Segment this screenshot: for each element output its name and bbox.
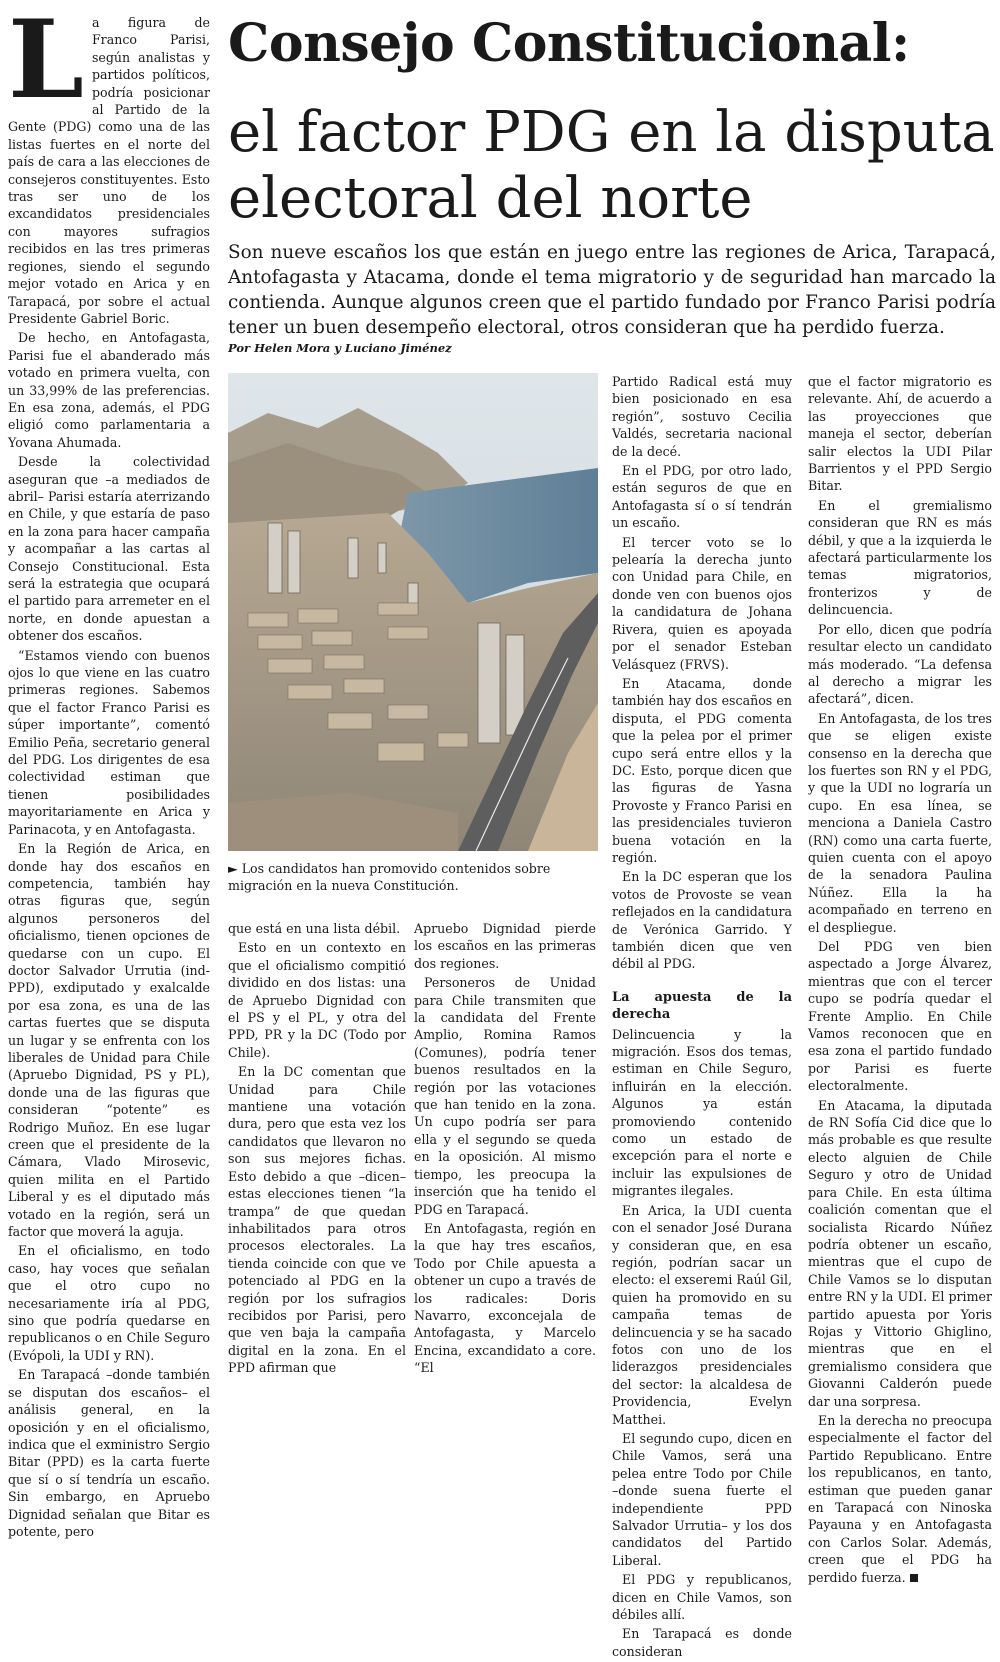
paragraph: En Tarapacá –donde también se disputan dos escaños– el análisis general, en la oposición y en el oficialismo, indica que el exministro Sergio Bitar (PPD) es la carta fuerte que sí o sí tendría un escaño. Sin embargo, en Apruebo Dignidad señalan que Bitar es potente, pero <box>8 1367 210 1539</box>
column-3 <box>414 920 596 1379</box>
paragraph: Por ello, dicen que podría resultar electo un candidato más moderado. “La defensa al derecho a migrar les afectará”, dicen. <box>808 621 992 707</box>
paragraph: En la DC esperan que los votos de Provoste se vean reflejados en la candidatura de Verónica Garrido. Y también dicen que ven débil al PDG. <box>612 869 792 972</box>
headline-line2: el factor PDG en la disputa electoral del norte <box>228 100 995 231</box>
end-mark <box>910 1574 918 1582</box>
paragraph: Apruebo Dignidad pierde los escaños en las primeras dos regiones. <box>414 921 596 971</box>
byline: Por Helen Mora y Luciano Jiménez <box>228 341 452 355</box>
column-1 <box>8 0 210 1542</box>
paragraph: En Arica, la UDI cuenta con el senador José Durana y consideran que, en esa región, podrían sacar un electo: el exseremi Raúl Gil, quien ha promovido en su campaña temas de delincuencia y se ha sacado fotos con uno de los liderazgos presidenciales del sector: la alcaldesa de Providencia, Evelyn Matthei. <box>612 1202 792 1427</box>
paragraph: En el gremialismo consideran que RN es más débil, y que a la izquierda le afectará particularmente los temas migratorios, fronterizos y de delincuencia. <box>808 497 992 618</box>
column-2 <box>228 920 406 1379</box>
paragraph: Partido Radical está muy bien posicionado en esa región”, sostuvo Cecilia Valdés, secretaria nacional de la decé. <box>612 374 792 459</box>
paragraph: En el PDG, por otro lado, están seguros de que en Antofagasta sí o sí tendrán un escaño. <box>612 463 792 531</box>
paragraph: En Atacama, la diputada de RN Sofía Cid dice que lo más probable es que resulte electo alguien de Chile Seguro y otro de Unidad para Chile. En esta última coalición comentan que el socialista Ricardo Núñez podría obtener un escaño, mientras que el cupo de Chile Vamos se lo disputan entre RN y la UDI. El primer partido apuesta por Yoris Rojas y Vittorio Ghiglino, mientras que en el gremialismo considera que Giovanni Calderón puede dar una sorpresa. <box>808 1097 992 1409</box>
paragraph: En Atacama, donde también hay dos escaños en disputa, el PDG comenta que la pelea por el primer cupo será entre ellos y la DC. Esto, porque dicen que las figuras de Yasna Provoste y Franco Parisi en las presidenciales tuvieron buena votación en la región. <box>612 675 792 865</box>
paragraph: Personeros de Unidad para Chile transmiten que la candidata del Frente Amplio, Romina Ramos (Comunes), podría tener buenos resultados en la región por las votaciones que han tenido en la zona. Un cupo podría ser para ella y el segundo se queda en la oposición. Al mismo tiempo, les preocupa la inserción que ha tenido el PDG en Tarapacá. <box>414 975 596 1217</box>
paragraph: Del PDG ven bien aspectado a Jorge Álvarez, mientras que con el tercer cupo se podría quedar el Frente Amplio. En Chile Vamos reconocen que en esa zona el partido fundado por Parisi es fuerte electoralmente. <box>808 939 992 1094</box>
headline-line1: Consejo Constitucional: <box>228 13 910 74</box>
paragraph: En la DC comentan que Unidad para Chile mantiene una votación dura, pero que esta vez los candidatos que llevaron no son sus mejores fichas. Esto debido a que –dicen– estas elecciones tienen “la trampa” de que quedan inhabilitados para otros procesos electorales. La tienda coincide con que ve potenciado al PDG en la región por los sufragios recibidos por Parisi, pero que ven baja la campaña digital en la zona. En el PPD afirman que <box>228 1064 406 1376</box>
paragraph: En Tarapacá es donde consideran <box>612 1626 792 1659</box>
paragraph: Desde la colectividad aseguran que –a mediados de abril– Parisi estaría aterrizando en Chile, y que estaría de paso en la zona para hacer campaña y acompañar a las cartas al Consejo Constitucional. Esta será la estrategia que ocupará el partido para arremeter en el norte, en donde apuestan a obtener dos escaños. <box>8 454 210 644</box>
paragraph: De hecho, en Antofagasta, Parisi fue el abanderado más votado en primera vuelta, con un 33,99% de las preferencias. En esa zona, además, el PDG eligió como parlamentaria a Yovana Ahumada. <box>8 330 210 450</box>
paragraph: El segundo cupo, dicen en Chile Vamos, será una pelea entre Todo por Chile –donde suena fuerte el independiente PPD Salvador Urrutia– y los dos candidatos del Partido Liberal. <box>612 1430 792 1568</box>
paragraph: que está en una lista débil. <box>228 921 401 936</box>
photo-illustration <box>228 373 598 851</box>
paragraph: Delincuencia y la migración. Esos dos temas, estiman en Chile Seguro, influirán en la elección. Algunos ya están promoviendo contenido como un estado de excepción para el norte e incluir las expulsiones de migrantes ilegales. <box>612 1026 792 1199</box>
paragraph: Esto en un contexto en que el oficialismo compitió dividido en dos listas: una de Apruebo Dignidad con el PS y el PL, y otra del PPD, PR y la DC (Todo por Chile). <box>228 940 406 1060</box>
drop-cap: L <box>8 0 84 123</box>
paragraph: En la Región de Arica, en donde hay dos escaños en competencia, también hay otras figuras que, según algunos personeros del oficialismo, tienen opciones de quedarse con un cupo. El doctor Salvador Urrutia (ind-PPD), exdiputado y exalcalde por esa zona, es una de las cartas fuertes que se disputa un lugar y se enfrenta con los liberales de Unidad para Chile (Apruebo Dignidad, PS y PL), donde una de las figuras que consideran “potente” es Rodrigo Muñoz. En ese lugar creen que el presidente de la Cámara, Vlado Mirosevic, quien milita en el Partido Liberal y es el diputado más votado en la región, será un factor que moverá la aguja. <box>8 841 210 1240</box>
column-5 <box>808 373 992 1588</box>
paragraph: En la derecha no preocupa especialmente el factor del Partido Republicano. Entre los republicanos, en tanto, estiman que pueden ganar en Tarapacá con Ninoska Payauna y en Antofagasta con Carlos Solar. Además, creen que el PDG ha perdido fuerza. <box>808 1412 992 1585</box>
subheading: La apuesta de la derecha <box>612 989 792 1023</box>
paragraph: que el factor migratorio es relevante. Ahí, de acuerdo a las proyecciones que maneja el sector, deberían salir electos la UDI Pilar Barrientos y el PPD Sergio Bitar. <box>808 374 992 494</box>
lede: Son nueve escaños los que están en juego entre las regiones de Arica, Tarapacá, Antofagasta y Atacama, donde el tema migratorio y de seguridad han marcado la contienda. Aunque algunos creen que el partido fundado por Franco Parisi podría tener un buen desempeño electoral, otros consideran que ha perdido fuerza. <box>228 242 996 338</box>
paragraph: En el oficialismo, en todo caso, hay voces que señalan que el otro cupo no necesariamente iría al PDG, sino que podría quedarse en republicanos o en Chile Seguro (Evópoli, la UDI y RN). <box>8 1243 210 1363</box>
city-aerial-photo <box>228 373 598 851</box>
paragraph: En Antofagasta, de los tres que se eligen existe consenso en la derecha que los fuertes son RN y el PDG, y que la UDI no lograría un cupo. En esa línea, se menciona a Daniela Castro (RN) como una carta fuerte, quien cuenta con el apoyo de la senadora Paulina Núñez. Ella la ha acompañado en terreno en el despliegue. <box>808 710 992 935</box>
column-4 <box>612 373 792 1662</box>
photo-caption: ► Los candidatos han promovido contenidos sobre migración en la nueva Constitución. <box>228 861 551 893</box>
paragraph: “Estamos viendo con buenos ojos lo que viene en las cuatro primeras regiones. Sabemos que el factor Franco Parisi es súper importante”, comentó Emilio Peña, secretario general del PDG. Los dirigentes de esa colectividad estiman que tienen posibilidades mayoritariamente en Arica y Parinacota, y en Antofagasta. <box>8 647 210 837</box>
paragraph: El tercer voto se lo pelearía la derecha junto con Unidad para Chile, en donde ven con buenos ojos la candidatura de Johana Rivera, quien es apoyada por el senador Esteban Velásquez (FRVS). <box>612 534 792 672</box>
paragraph: En Antofagasta, región en la que hay tres escaños, Todo por Chile apuesta a obtener un cupo a través de los radicales: Doris Navarro, exconcejala de Antofagasta, y Marcelo Encina, excandidato a core. “El <box>414 1220 596 1376</box>
paragraph: El PDG y republicanos, dicen en Chile Vamos, son débiles allí. <box>612 1572 792 1623</box>
paragraph: a figura de Franco Parisi, según analistas y partidos políticos, podría posicionar al Partido de la Gente (PDG) como una de las listas fuertes en el norte del país de cara a las elecciones de consejeros constituyentes. Esto tras ser uno de los excandidatos presidenciales con mayores sufragios recibidos en las tres primeras regiones, siendo el segundo mejor votado en Arica y en Tarapacá, por sobre el actual Presidente Gabriel Boric. <box>8 15 210 326</box>
